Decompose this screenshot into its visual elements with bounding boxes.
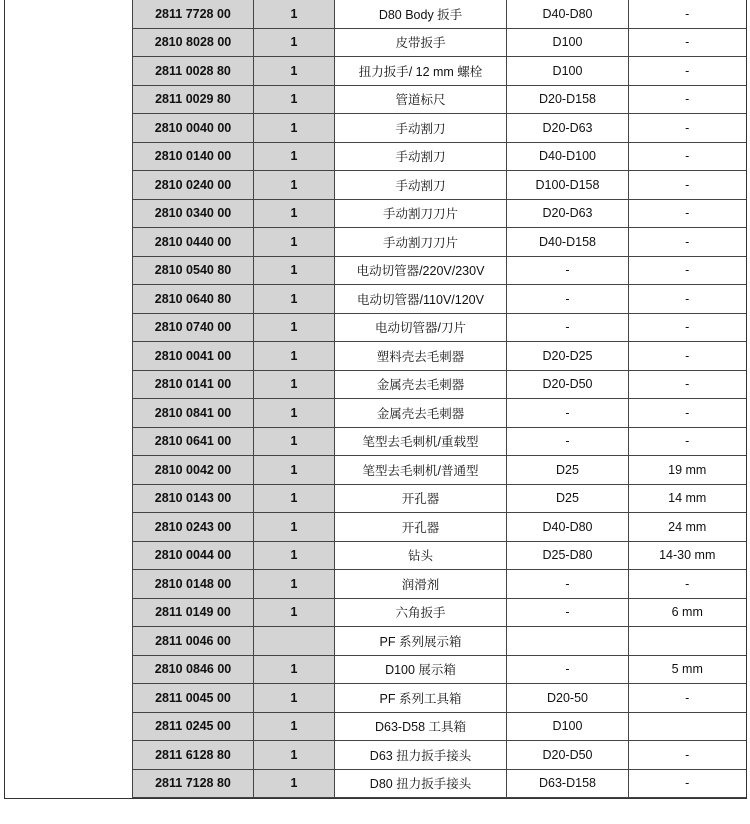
part-number-cell: 2810 0040 00 bbox=[133, 114, 254, 143]
part-number-cell: 2810 0440 00 bbox=[133, 228, 254, 257]
part-number-cell: 2810 0540 80 bbox=[133, 256, 254, 285]
dimension-cell: 24 mm bbox=[629, 513, 746, 542]
quantity-cell: 1 bbox=[254, 313, 335, 342]
quantity-cell: 1 bbox=[254, 741, 335, 770]
size-range-cell: - bbox=[507, 399, 629, 428]
size-range-cell: - bbox=[507, 427, 629, 456]
description-cell: 六角扳手 bbox=[335, 598, 507, 627]
dimension-cell: - bbox=[629, 399, 746, 428]
size-range-cell: - bbox=[507, 598, 629, 627]
quantity-cell: 1 bbox=[254, 684, 335, 713]
quantity-cell: 1 bbox=[254, 342, 335, 371]
quantity-cell: 1 bbox=[254, 142, 335, 171]
table-row bbox=[133, 256, 746, 285]
quantity-cell: 1 bbox=[254, 199, 335, 228]
part-number-cell: 2810 0846 00 bbox=[133, 655, 254, 684]
part-number-cell: 2810 0141 00 bbox=[133, 370, 254, 399]
size-range-cell: D20-D158 bbox=[507, 85, 629, 114]
size-range-cell: D25-D80 bbox=[507, 541, 629, 570]
quantity-cell bbox=[254, 627, 335, 656]
quantity-cell: 1 bbox=[254, 228, 335, 257]
quantity-cell: 1 bbox=[254, 484, 335, 513]
part-number-cell: 2810 0143 00 bbox=[133, 484, 254, 513]
dimension-cell: 14-30 mm bbox=[629, 541, 746, 570]
part-number-cell: 2811 0149 00 bbox=[133, 598, 254, 627]
table-row bbox=[133, 627, 746, 656]
dimension-cell: - bbox=[629, 114, 746, 143]
table-row bbox=[133, 484, 746, 513]
description-cell: 金属壳去毛刺器 bbox=[335, 370, 507, 399]
dimension-cell: - bbox=[629, 684, 746, 713]
description-cell: 电动切管器/110V/120V bbox=[335, 285, 507, 314]
dimension-cell: - bbox=[629, 0, 746, 28]
description-cell: 电动切管器/220V/230V bbox=[335, 256, 507, 285]
size-range-cell: - bbox=[507, 570, 629, 599]
size-range-cell: D20-D63 bbox=[507, 114, 629, 143]
size-range-cell: D100 bbox=[507, 712, 629, 741]
table-row bbox=[133, 313, 746, 342]
description-cell: D80 Body 扳手 bbox=[335, 0, 507, 28]
dimension-cell: - bbox=[629, 85, 746, 114]
part-number-cell: 2811 7128 80 bbox=[133, 769, 254, 798]
dimension-cell: - bbox=[629, 769, 746, 798]
quantity-cell: 1 bbox=[254, 541, 335, 570]
dimension-cell: - bbox=[629, 28, 746, 57]
quantity-cell: 1 bbox=[254, 769, 335, 798]
dimension-cell: 19 mm bbox=[629, 456, 746, 485]
description-cell: D80 扭力扳手接头 bbox=[335, 769, 507, 798]
table-row bbox=[133, 712, 746, 741]
dimension-cell: - bbox=[629, 741, 746, 770]
table-row bbox=[133, 427, 746, 456]
part-number-cell: 2811 0045 00 bbox=[133, 684, 254, 713]
table-row bbox=[133, 199, 746, 228]
quantity-cell: 1 bbox=[254, 285, 335, 314]
part-number-cell: 2811 6128 80 bbox=[133, 741, 254, 770]
part-number-cell: 2810 0240 00 bbox=[133, 171, 254, 200]
description-cell: D63 扭力扳手接头 bbox=[335, 741, 507, 770]
part-number-cell: 2811 7728 00 bbox=[133, 0, 254, 28]
description-cell: 手动割刀刀片 bbox=[335, 228, 507, 257]
size-range-cell: - bbox=[507, 313, 629, 342]
dimension-cell: 5 mm bbox=[629, 655, 746, 684]
size-range-cell: D63-D158 bbox=[507, 769, 629, 798]
quantity-cell: 1 bbox=[254, 28, 335, 57]
dimension-cell bbox=[629, 627, 746, 656]
quantity-cell: 1 bbox=[254, 655, 335, 684]
quantity-cell: 1 bbox=[254, 370, 335, 399]
description-cell: 润滑剂 bbox=[335, 570, 507, 599]
table-row bbox=[133, 456, 746, 485]
dimension-cell: - bbox=[629, 228, 746, 257]
description-cell: 钻头 bbox=[335, 541, 507, 570]
table-row bbox=[133, 370, 746, 399]
description-cell: 皮带扳手 bbox=[335, 28, 507, 57]
part-number-cell: 2810 0340 00 bbox=[133, 199, 254, 228]
dimension-cell: - bbox=[629, 313, 746, 342]
size-range-cell: D40-D80 bbox=[507, 513, 629, 542]
table-row bbox=[133, 85, 746, 114]
part-number-cell: 2810 0640 80 bbox=[133, 285, 254, 314]
size-range-cell: - bbox=[507, 256, 629, 285]
description-cell: 手动割刀刀片 bbox=[335, 199, 507, 228]
dimension-cell: - bbox=[629, 285, 746, 314]
part-number-cell: 2811 0245 00 bbox=[133, 712, 254, 741]
size-range-cell: D100 bbox=[507, 28, 629, 57]
size-range-cell: - bbox=[507, 655, 629, 684]
table-row bbox=[133, 513, 746, 542]
size-range-cell bbox=[507, 627, 629, 656]
size-range-cell: D25 bbox=[507, 484, 629, 513]
part-number-cell: 2811 0029 80 bbox=[133, 85, 254, 114]
part-number-cell: 2810 0740 00 bbox=[133, 313, 254, 342]
quantity-cell: 1 bbox=[254, 256, 335, 285]
dimension-cell: - bbox=[629, 570, 746, 599]
part-number-cell: 2810 0140 00 bbox=[133, 142, 254, 171]
quantity-cell: 1 bbox=[254, 456, 335, 485]
table-row bbox=[133, 0, 746, 28]
table-row bbox=[133, 171, 746, 200]
quantity-cell: 1 bbox=[254, 513, 335, 542]
part-number-cell: 2810 0243 00 bbox=[133, 513, 254, 542]
size-range-cell: D40-D80 bbox=[507, 0, 629, 28]
description-cell: D63-D58 工具箱 bbox=[335, 712, 507, 741]
description-cell: 金属壳去毛刺器 bbox=[335, 399, 507, 428]
table-row bbox=[133, 684, 746, 713]
size-range-cell: D20-D25 bbox=[507, 342, 629, 371]
size-range-cell: - bbox=[507, 285, 629, 314]
quantity-cell: 1 bbox=[254, 85, 335, 114]
quantity-cell: 1 bbox=[254, 57, 335, 86]
dimension-cell: - bbox=[629, 142, 746, 171]
table-row bbox=[133, 541, 746, 570]
description-cell: 手动割刀 bbox=[335, 171, 507, 200]
description-cell: 开孔器 bbox=[335, 484, 507, 513]
description-cell: PF 系列工具箱 bbox=[335, 684, 507, 713]
description-cell: 扭力扳手/ 12 mm 螺栓 bbox=[335, 57, 507, 86]
quantity-cell: 1 bbox=[254, 712, 335, 741]
part-number-cell: 2810 0841 00 bbox=[133, 399, 254, 428]
part-number-cell: 2811 0046 00 bbox=[133, 627, 254, 656]
part-number-cell: 2810 0641 00 bbox=[133, 427, 254, 456]
description-cell: 笔型去毛刺机/普通型 bbox=[335, 456, 507, 485]
dimension-cell: - bbox=[629, 342, 746, 371]
description-cell: D100 展示箱 bbox=[335, 655, 507, 684]
dimension-cell: - bbox=[629, 256, 746, 285]
table-row bbox=[133, 769, 746, 798]
description-cell: 塑料壳去毛刺器 bbox=[335, 342, 507, 371]
description-cell: 管道标尺 bbox=[335, 85, 507, 114]
size-range-cell: D100 bbox=[507, 57, 629, 86]
size-range-cell: D100-D158 bbox=[507, 171, 629, 200]
description-cell: PF 系列展示箱 bbox=[335, 627, 507, 656]
size-range-cell: D40-D158 bbox=[507, 228, 629, 257]
dimension-cell: - bbox=[629, 57, 746, 86]
quantity-cell: 1 bbox=[254, 399, 335, 428]
size-range-cell: D40-D100 bbox=[507, 142, 629, 171]
quantity-cell: 1 bbox=[254, 171, 335, 200]
part-number-cell: 2810 0044 00 bbox=[133, 541, 254, 570]
part-number-cell: 2811 0028 80 bbox=[133, 57, 254, 86]
part-number-cell: 2810 8028 00 bbox=[133, 28, 254, 57]
table-row bbox=[133, 28, 746, 57]
parts-table bbox=[132, 0, 746, 798]
table-row bbox=[133, 342, 746, 371]
dimension-cell: 6 mm bbox=[629, 598, 746, 627]
description-cell: 手动割刀 bbox=[335, 114, 507, 143]
quantity-cell: 1 bbox=[254, 598, 335, 627]
dimension-cell bbox=[629, 712, 746, 741]
table-row bbox=[133, 114, 746, 143]
size-range-cell: D20-D50 bbox=[507, 741, 629, 770]
dimension-cell: 14 mm bbox=[629, 484, 746, 513]
quantity-cell: 1 bbox=[254, 570, 335, 599]
part-number-cell: 2810 0042 00 bbox=[133, 456, 254, 485]
size-range-cell: D25 bbox=[507, 456, 629, 485]
part-number-cell: 2810 0041 00 bbox=[133, 342, 254, 371]
size-range-cell: D20-50 bbox=[507, 684, 629, 713]
table-row bbox=[133, 57, 746, 86]
dimension-cell: - bbox=[629, 171, 746, 200]
table-row bbox=[133, 570, 746, 599]
description-cell: 开孔器 bbox=[335, 513, 507, 542]
parts-table-body bbox=[133, 0, 746, 798]
table-row bbox=[133, 741, 746, 770]
dimension-cell: - bbox=[629, 199, 746, 228]
quantity-cell: 1 bbox=[254, 114, 335, 143]
description-cell: 笔型去毛刺机/重载型 bbox=[335, 427, 507, 456]
dimension-cell: - bbox=[629, 370, 746, 399]
part-number-cell: 2810 0148 00 bbox=[133, 570, 254, 599]
dimension-cell: - bbox=[629, 427, 746, 456]
description-cell: 电动切管器/刀片 bbox=[335, 313, 507, 342]
description-cell: 手动割刀 bbox=[335, 142, 507, 171]
table-row bbox=[133, 598, 746, 627]
size-range-cell: D20-D50 bbox=[507, 370, 629, 399]
table-row bbox=[133, 228, 746, 257]
size-range-cell: D20-D63 bbox=[507, 199, 629, 228]
table-row bbox=[133, 285, 746, 314]
table-row bbox=[133, 655, 746, 684]
table-row bbox=[133, 399, 746, 428]
table-row bbox=[133, 142, 746, 171]
quantity-cell: 1 bbox=[254, 0, 335, 28]
quantity-cell: 1 bbox=[254, 427, 335, 456]
